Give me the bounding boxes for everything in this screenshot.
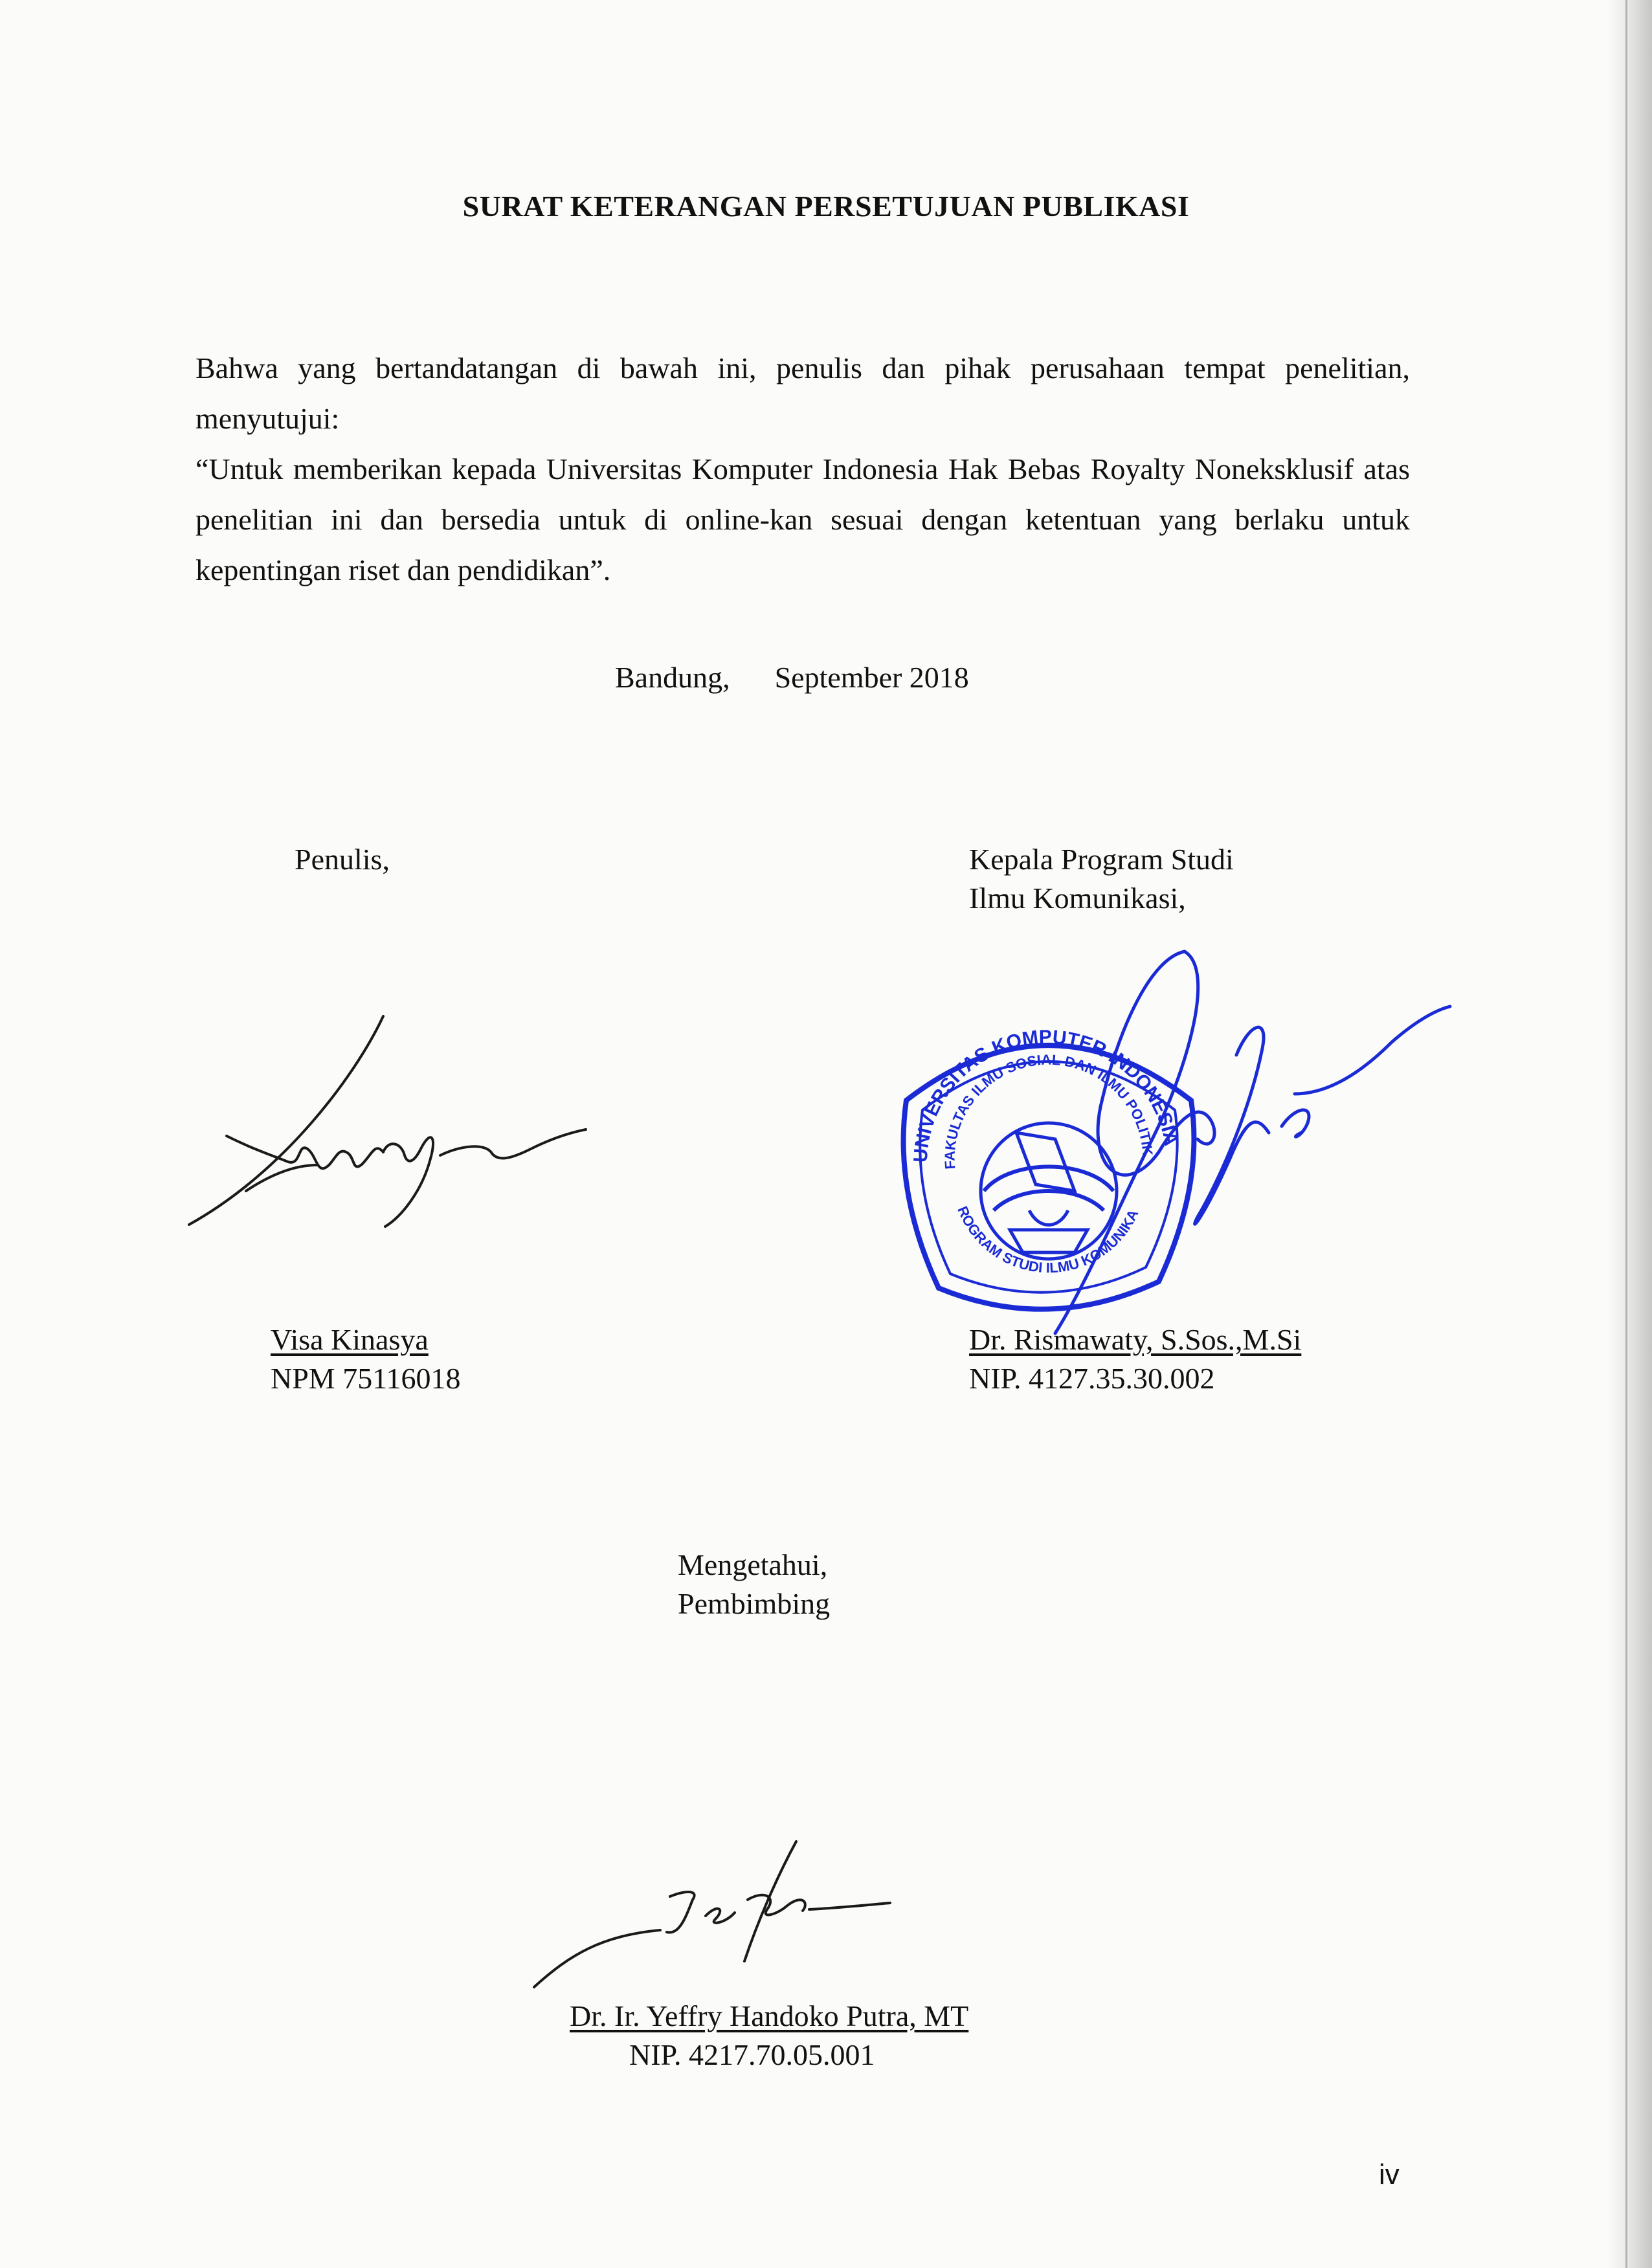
head-role-line1: Kepala Program Studi <box>969 843 1234 876</box>
scan-edge-shadow <box>1607 0 1652 2268</box>
author-name: Visa Kinasya <box>271 1323 429 1356</box>
supervisor-name: Dr. Ir. Yeffry Handoko Putra, MT <box>570 1999 969 2032</box>
stamp-faculty-text: FAKULTAS ILMU SOSIAL DAN ILMU POLITIK <box>941 1051 1156 1170</box>
body-paragraph-2: “Untuk memberikan kepada Universitas Komputer Indonesia Hak Bebas Royalty Noneksklusif atas penelitian ini dan bersedia untuk di online-kan sesuai dengan ketentuan yang berlaku untuk kepentingan riset dan pendidikan”. <box>195 452 1410 586</box>
author-name-block <box>271 1320 461 1398</box>
head-role-line2: Ilmu Komunikasi, <box>969 882 1186 915</box>
supervisor-nip: NIP. 4217.70.05.001 <box>629 2038 875 2071</box>
head-role-block <box>969 840 1234 918</box>
stamp-program-text: PROGRAM STUDI ILMU KOMUNIKASI <box>875 984 1142 1276</box>
body-text <box>195 343 1410 595</box>
author-signature <box>181 1003 596 1249</box>
supervisor-role-line2: Pembimbing <box>678 1587 831 1620</box>
author-npm: NPM 75116018 <box>271 1362 461 1395</box>
head-nip: NIP. 4127.35.30.002 <box>969 1362 1215 1395</box>
supervisor-role-block <box>678 1546 830 1623</box>
stamp-university-text: UNIVERSITAS KOMPUTER INDONESIA <box>910 1026 1183 1163</box>
supervisor-name-block <box>570 1997 968 2074</box>
place-date: Bandung, September 2018 <box>615 661 969 694</box>
body-paragraph-1: Bahwa yang bertandatangan di bawah ini, penulis dan pihak perusahaan tempat penelitian, menyutujui: <box>195 351 1410 435</box>
document-title: SURAT KETERANGAN PERSETUJUAN PUBLIKASI <box>462 190 1190 223</box>
author-role-block <box>295 840 390 879</box>
page-number: iv <box>1379 2159 1400 2190</box>
scan-edge-line <box>1625 0 1627 2268</box>
head-name: Dr. Rismawaty, S.Sos.,M.Si <box>969 1323 1302 1356</box>
supervisor-role-line1: Mengetahui, <box>678 1548 828 1581</box>
head-signature <box>1023 945 1457 1359</box>
supervisor-signature <box>531 1838 893 2000</box>
author-role: Penulis, <box>295 843 390 876</box>
